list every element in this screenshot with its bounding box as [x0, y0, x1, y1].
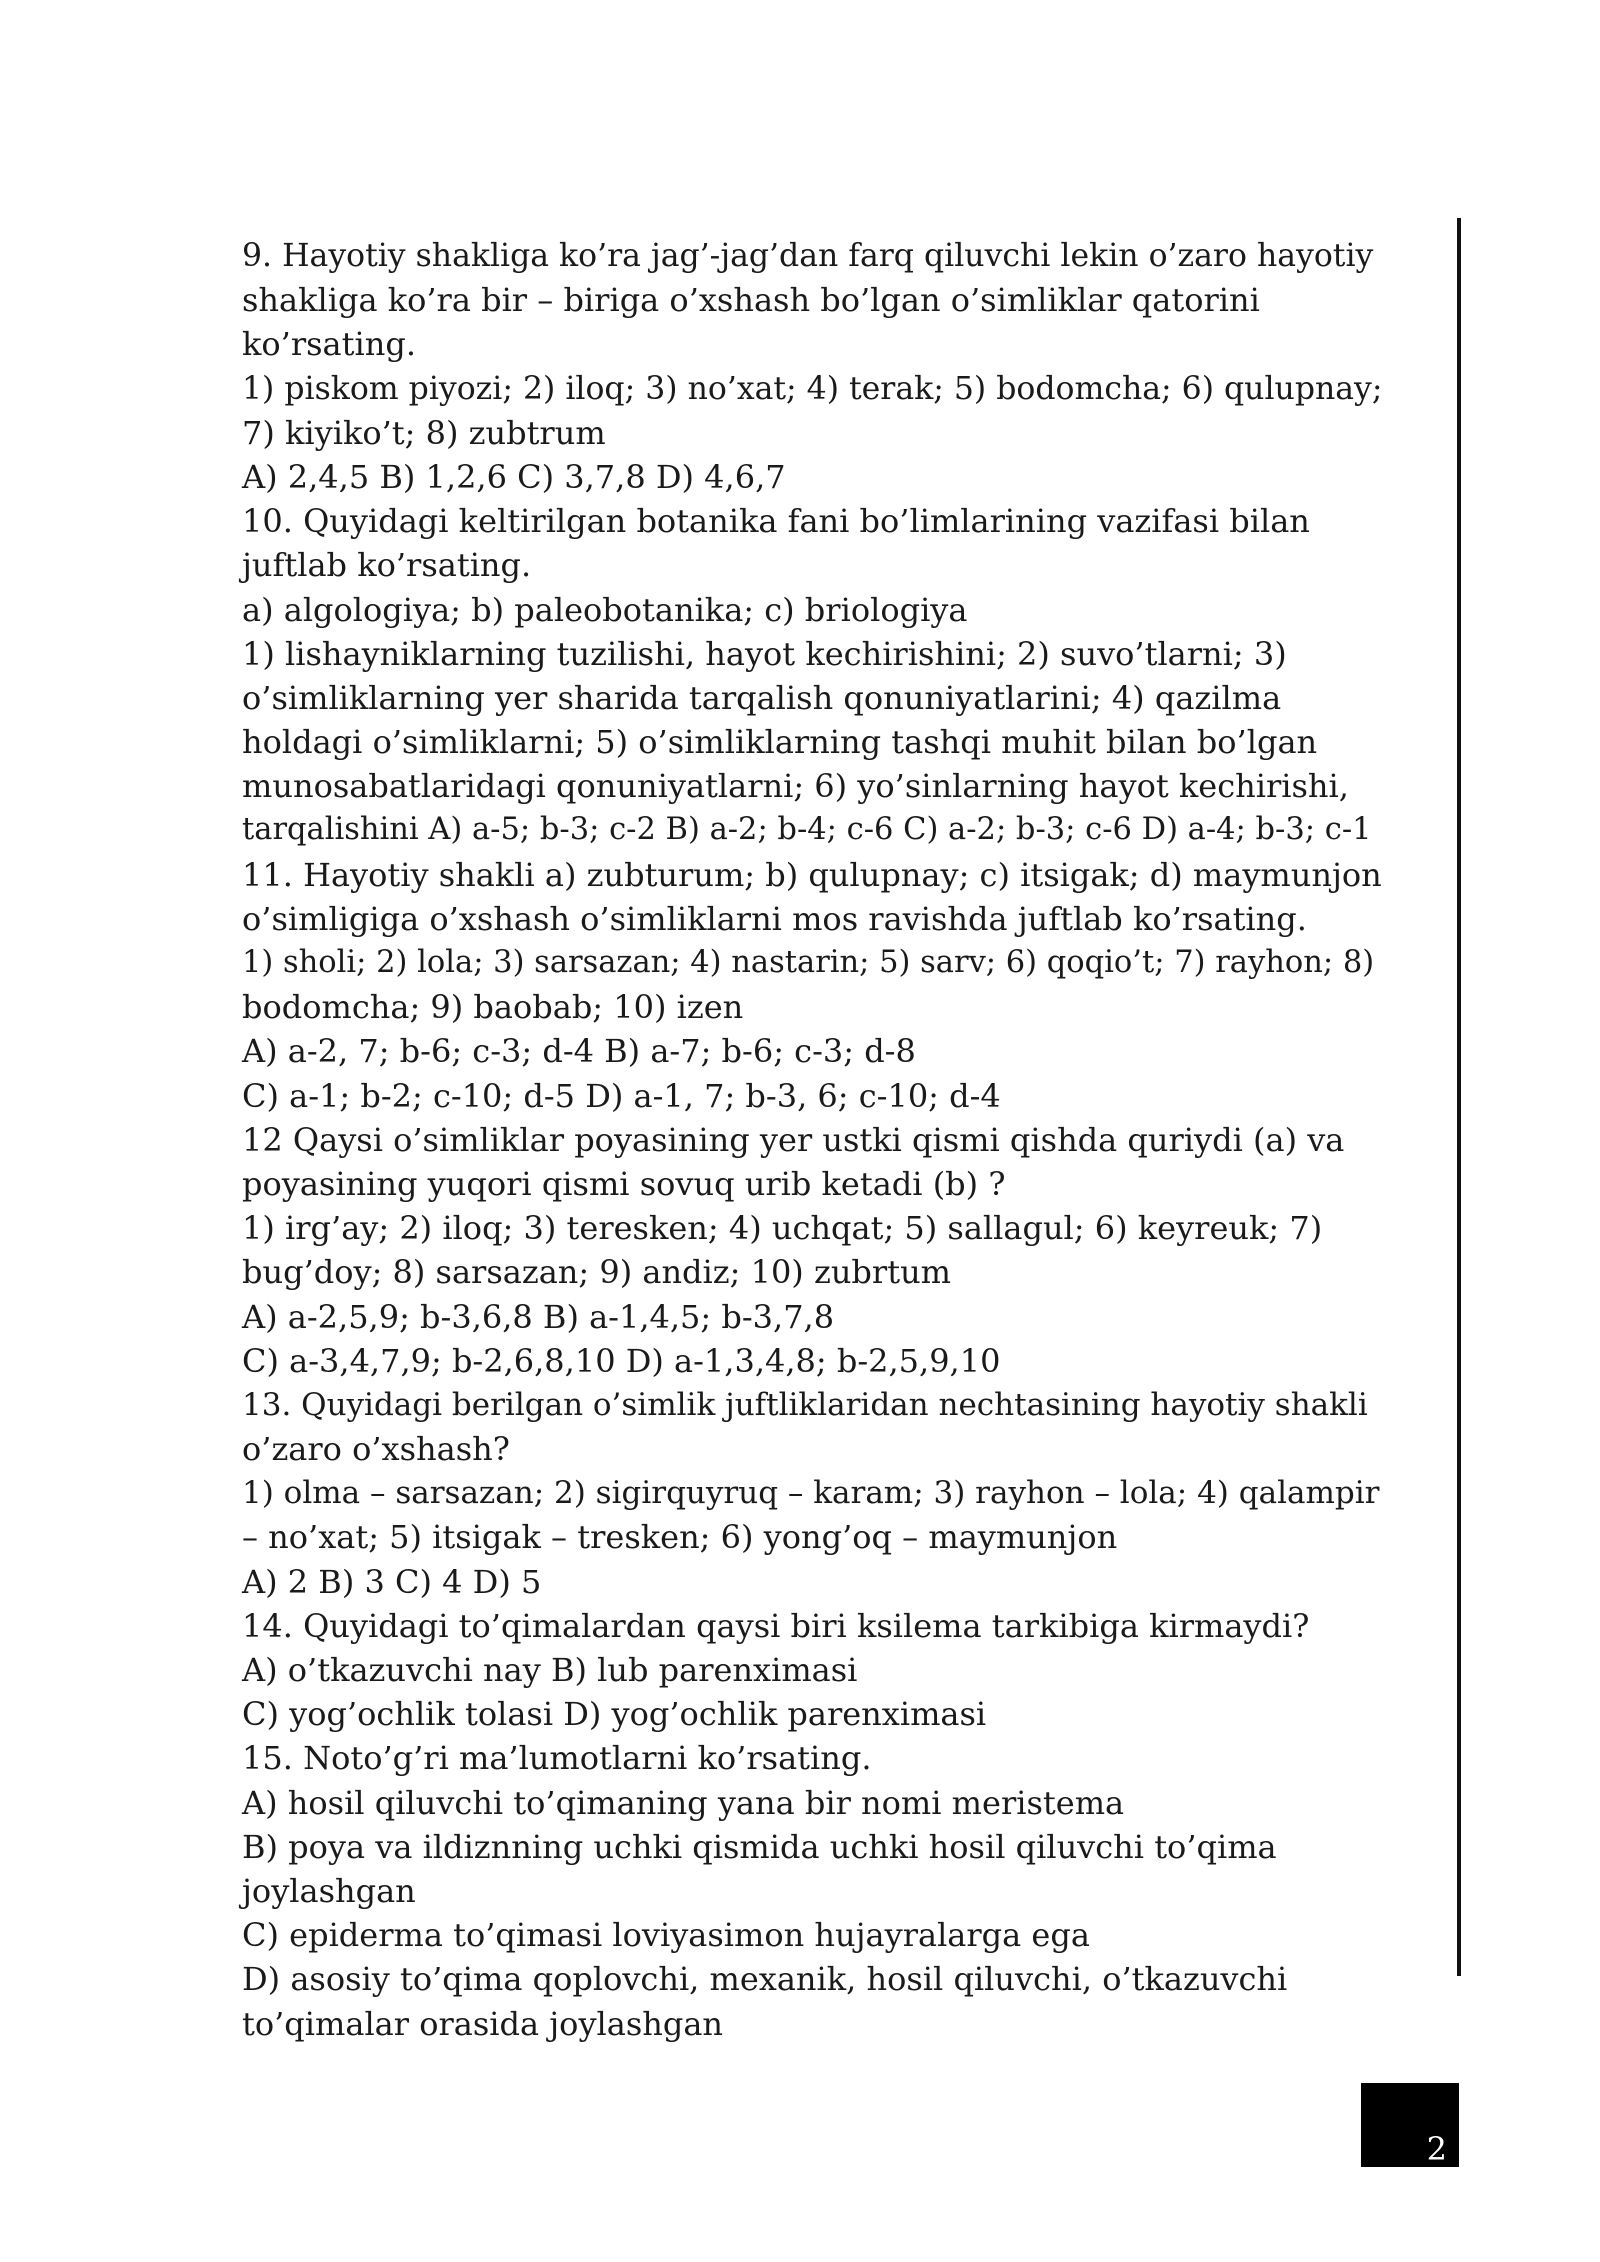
text-line: o’simliklarning yer sharida tarqalish qonuniyatlarini; 4) qazilma [242, 678, 1282, 717]
text-line: A) o’tkazuvchi nay B) lub parenximasi [242, 1651, 858, 1689]
text-line: 11. Hayotiy shakli a) zubturum; b) qulupnay; c) itsigak; d) maymunjon [242, 855, 1382, 894]
text-line: poyasining yuqori qismi sovuq urib ketadi (b) ? [242, 1164, 1006, 1203]
text-line: juftlab ko’rsating. [242, 546, 532, 585]
text-line: A) a-2,5,9; b-3,6,8 B) a-1,4,5; b-3,7,8 [242, 1297, 835, 1336]
text-line: joylashgan [242, 1871, 416, 1910]
text-line: munosabatlaridagi qonuniyatlarni; 6) yo’sinlarning hayot kechirishi, [242, 767, 1349, 806]
text-line: ko’rsating. [242, 325, 416, 364]
text-line: tarqalishini A) a-5; b-3; c-2 B) a-2; b-4; c-6 C) a-2; b-3; c-6 D) a-4; b-3; c-1 [242, 812, 1372, 848]
text-line: C) epiderma to’qimasi loviyasimon hujayralarga ega [242, 1916, 1090, 1955]
text-line: C) a-3,4,7,9; b-2,6,8,10 D) a-1,3,4,8; b-2,5,9,10 [242, 1341, 1001, 1380]
text-line: 14. Quyidagi to’qimalardan qaysi biri ksilema tarkibiga kirmaydi? [242, 1606, 1310, 1645]
text-line: bodomcha; 9) baobab; 10) izen [242, 988, 744, 1027]
text-line: to’qimalar orasida joylashgan [242, 2004, 724, 2043]
text-line: A) 2,4,5 B) 1,2,6 C) 3,7,8 D) 4,6,7 [242, 457, 786, 496]
text-line: o’zaro o’xshash? [242, 1430, 510, 1469]
text-line: 1) olma – sarsazan; 2) sigirquyruq – karam; 3) rayhon – lola; 4) qalampir [242, 1475, 1380, 1512]
text-line: 10. Quyidagi keltirilgan botanika fani bo’limlarining vazifasi bilan [242, 502, 1310, 541]
text-line: o’simligiga o’xshash o’simliklarni mos ravishda juftlab ko’rsating. [242, 899, 1307, 938]
text-line: 7) kiyiko’t; 8) zubtrum [242, 413, 606, 452]
text-line: 1) sholi; 2) lola; 3) sarsazan; 4) nastarin; 5) sarv; 6) qoqio’t; 7) rayhon; 8) [242, 945, 1375, 980]
page-number-box [1361, 2083, 1459, 2167]
text-line: bug’doy; 8) sarsazan; 9) andiz; 10) zubrtum [242, 1253, 952, 1292]
text-line: A) a-2, 7; b-6; c-3; d-4 B) a-7; b-6; c-3; d-8 [242, 1032, 916, 1071]
text-line: – no’xat; 5) itsigak – tresken; 6) yong’oq – maymunjon [242, 1518, 1118, 1557]
text-line: A) hosil qiluvchi to’qimaning yana bir nomi meristema [242, 1783, 1125, 1822]
text-line: a) algologiya; b) paleobotanika; c) briologiya [242, 590, 968, 629]
page-number: 2 [1426, 2130, 1447, 2168]
text-line: holdagi o’simliklarni; 5) o’simliklarning tashqi muhit bilan bo’lgan [242, 723, 1318, 762]
text-line: 1) lishayniklarning tuzilishi, hayot kechirishini; 2) suvo’tlarni; 3) [242, 634, 1287, 673]
text-line: C) a-1; b-2; c-10; d-5 D) a-1, 7; b-3, 6; c-10; d-4 [242, 1076, 1001, 1115]
margin-vertical-rule [1457, 218, 1461, 1976]
text-line: A) 2 B) 3 C) 4 D) 5 [242, 1562, 542, 1601]
page-body-text [242, 234, 1382, 2046]
text-line: 1) irg’ay; 2) iloq; 3) teresken; 4) uchqat; 5) sallagul; 6) keyreuk; 7) [242, 1209, 1323, 1248]
text-line: 13. Quyidagi berilgan o’simlik juftliklaridan nechtasining hayotiy shakli [242, 1386, 1368, 1423]
text-line: 1) piskom piyozi; 2) iloq; 3) no’xat; 4) terak; 5) bodomcha; 6) qulupnay; [242, 370, 1383, 407]
text-line: shakliga ko’ra bir – biriga o’xshash bo’lgan o’simliklar qatorini [242, 281, 1260, 320]
text-line: D) asosiy to’qima qoplovchi, mexanik, hosil qiluvchi, o’tkazuvchi [242, 1960, 1288, 1999]
text-line: B) poya va ildiznning uchki qismida uchki hosil qiluvchi to’qima [242, 1827, 1277, 1866]
text-line: 15. Noto’g’ri ma’lumotlarni ko’rsating. [242, 1739, 872, 1778]
text-line: 9. Hayotiy shakliga ko’ra jag’-jag’dan farq qiluvchi lekin o’zaro hayotiy [242, 238, 1374, 274]
text-line: C) yog’ochlik tolasi D) yog’ochlik parenximasi [242, 1695, 987, 1734]
text-line: 12 Qaysi o’simliklar poyasining yer ustki qismi qishda quriydi (a) va [242, 1120, 1345, 1159]
